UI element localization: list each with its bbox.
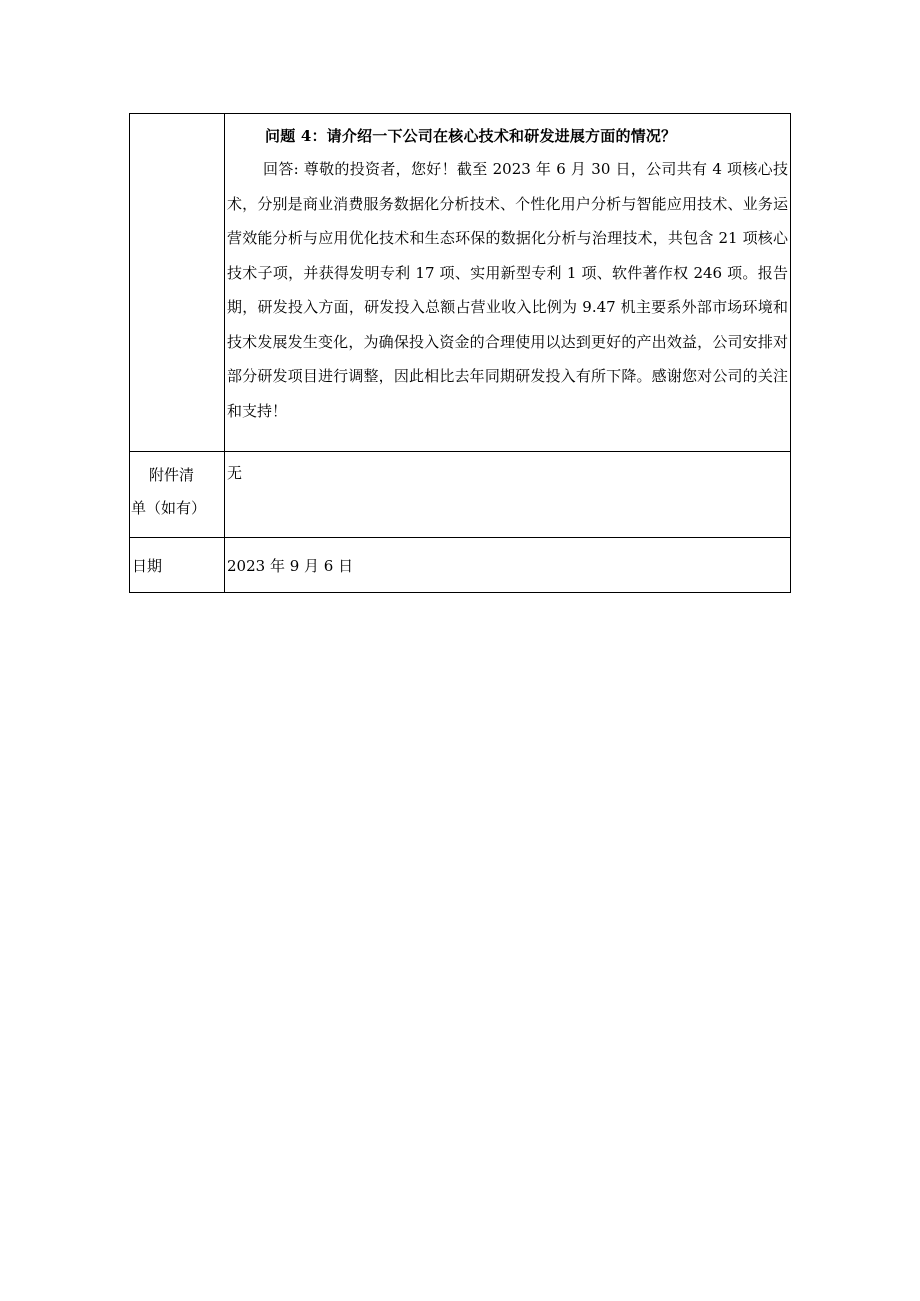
question-text: 问题 4：请介绍一下公司在核心技术和研发进展方面的情况？ (265, 127, 677, 145)
document-table (129, 113, 791, 593)
attachments-label-line1: 附件清 (149, 466, 195, 484)
answer-text: 回答: 尊敬的投资者，您好！截至 2023 年 6 月 30 日，公司共有 4 项核心技术，分别是商业消费服务数据化分析技术、个性化用户分析与智能应用技术、业务运营效能分析与应用优化技术和生态环保的数据化分析与治理技术，共包含 21 项核心技术子项，并获得发明专利 17 项、实用新型专利 1 项、软件著作权 246 项。报告期，研发投入方面，研发投入总额占营业收入比例为 9.47 机主要系外部市场环境和技术发展发生变化，为确保投入资金的合理使用以达到更好的产出效益，公司安排对部分研发项目进行调整，因此相比去年同期研发投入有所下降。感谢您对公司的关注和支持！ (227, 160, 788, 420)
qa-row (130, 114, 791, 452)
date-row (130, 538, 791, 593)
attachments-label-line2: 单（如有） (131, 499, 207, 517)
attachments-value: 无 (225, 452, 791, 538)
qa-left-cell (130, 114, 225, 452)
date-value: 2023 年 9 月 6 日 (225, 538, 791, 593)
date-label: 日期 (130, 538, 225, 593)
attachments-row (130, 452, 791, 538)
attachments-label (130, 452, 225, 538)
qa-content-cell (225, 114, 791, 452)
